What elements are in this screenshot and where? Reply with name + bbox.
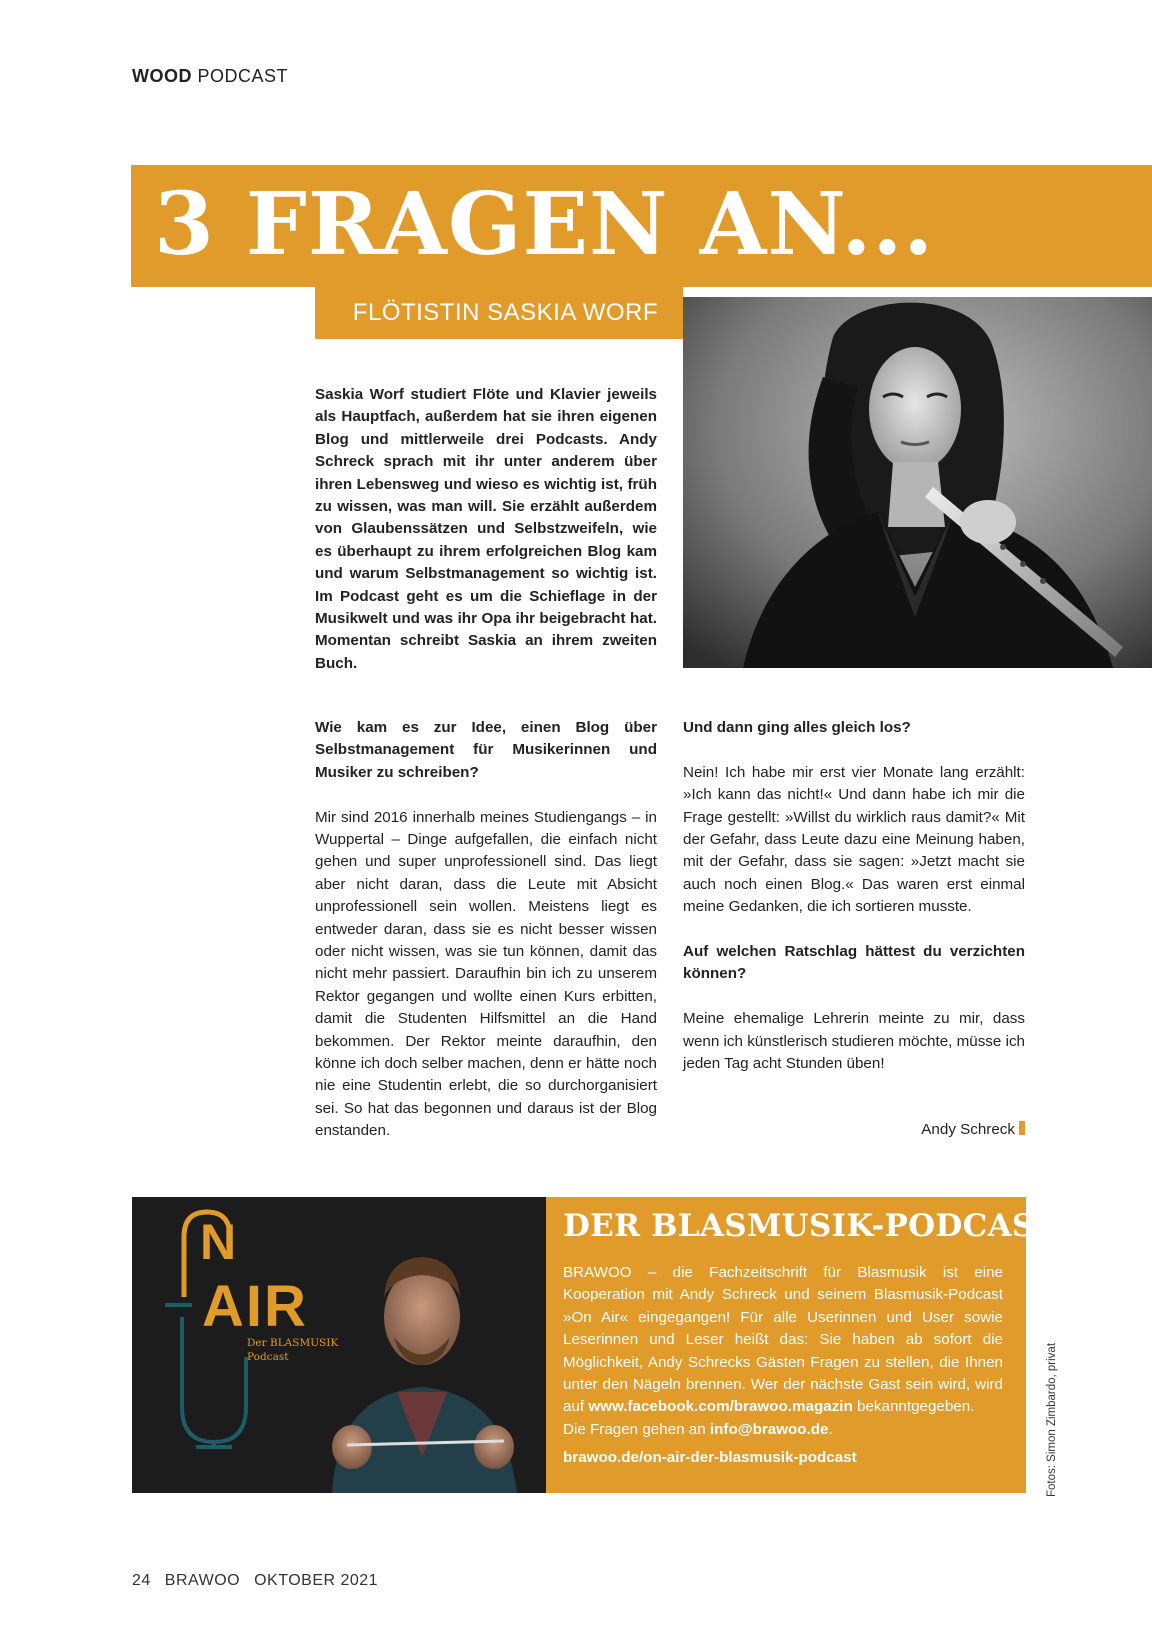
interview-column-left [315,717,657,1143]
question-3: Auf welchen Ratschlag hättest du verzichten können? [683,943,1025,983]
author-name: Andy Schreck [921,1121,1015,1138]
section-header [132,66,288,87]
on-air-logo-sub1: Der BLASMUSIK [247,1337,339,1349]
questions-suffix: . [828,1420,833,1438]
question-1: Wie kam es zur Idee, einen Blog über Selbstmanagement für Musikerinnen und Musiker zu schreiben? [315,719,657,781]
question-2: Und dann ging alles gleich los? [683,719,911,736]
subtitle: FLÖTISTIN SASKIA WORF [352,299,658,326]
facebook-link[interactable]: www.facebook.com/brawoo.magazin [588,1398,853,1416]
questions-prefix: Die Fragen gehen an [563,1420,710,1438]
interview-column-right [683,717,1025,1075]
page-footer [132,1572,392,1590]
podcast-ad-image [132,1197,546,1493]
answer-1: Mir sind 2016 innerhalb meines Studiengangs – in Wuppertal – Dinge aufgefallen, die einfach nicht gehen und super unprofessionell sind. Das liegt aber nicht daran, dass die Leute mit Absicht unprofessionell sein wollen. Meistens liegt es entweder daran, dass sie es nicht besser wissen oder nicht wissen, was sie tun können, damit das nicht mehr passiert. Daraufhin bin ich zu unserem Rektor gegangen und wollte einen Kurs erbitten, damit die Studenten Hilfsmittel an die Hand bekommen. Der Rektor meinte daraufhin, den könne ich doch selber machen, denn er hätte noch nie eine Studentin erlebt, die so durchorganisiert sei. So hat das begonnen und daraus ist der Blog enstanden. [315,808,657,1140]
section-header-bold: WOOD [132,66,192,86]
podcast-ad-body [563,1262,1003,1441]
on-air-logo-sub2: Podcast [247,1351,289,1363]
podcast-url-link[interactable]: brawoo.de/on-air-der-blasmusik-podcast [563,1449,857,1466]
on-air-logo-air: AIR [202,1274,308,1339]
author-signature [683,1121,1025,1138]
intro-paragraph: Saskia Worf studiert Flöte und Klavier jeweils als Hauptfach, außerdem hat sie ihren eigenen Blog und mittlerweile drei Podcasts. Andy Schreck sprach mit ihr unter anderem über ihren Lebensweg und wieso es wichtig ist, früh zu wissen, was man will. Sie erzählt außerdem von Glaubenssätzen und Selbstzweifeln, wie es überhaupt zu ihrem erfolgreichen Blog kam und warum Selbstmanagement so wichtig ist. Im Podcast geht es um die Schieflage in der Musikwelt und was ihr Opa ihr beigebracht hat. Momentan schreibt Saskia an ihrem zweiten Buch. [315,386,657,672]
podcast-ad-text: BRAWOO – die Fachzeitschrift für Blasmusik ist eine Kooperation mit Andy Schreck und seinem Blasmusik-Podcast »On Air« eingegangen! Für alle Userinnen und User sowie Leserinnen und Leser heißt das: Sie haben ab sofort die Möglichkeit, Andy Schrecks Gästen Fragen zu stellen, die Ihnen unter den Nägeln brennen. Wer der nächste Gast sein wird, wird auf [563,1264,1003,1416]
answer-2: Nein! Ich habe mir erst vier Monate lang erzählt: »Ich kann das nicht!« Und dann habe ich mir die Frage gestellt: »Willst du wirklich raus damit?« Mit der Gefahr, dass Leute dazu eine Meinung haben, mit der Gefahr, dass sie sagen: »Jetzt macht sie auch noch einen Blog.« Das waren erst einmal meine Gedanken, die ich sortieren musste. [683,763,1025,916]
on-air-logo-n: N [200,1214,237,1270]
page-number: 24 [132,1572,151,1589]
issue-date: OKTOBER 2021 [254,1572,379,1589]
email-link[interactable]: info@brawoo.de [709,1420,829,1438]
photo-credit: Fotos: Simon Zimbardo, privat [1046,1342,1058,1497]
end-mark-icon [1019,1121,1025,1135]
portrait-photo [683,297,1152,668]
section-header-rest: PODCAST [197,66,289,86]
answer-3: Meine ehemalige Lehrerin meinte zu mir, dass wenn ich künstlerisch studieren möchte, müsse ich jeden Tag acht Stunden üben! [683,1010,1025,1073]
podcast-ad-title: DER BLASMUSIK-PODCAST [563,1208,1058,1244]
magazine-name: BRAWOO [164,1572,241,1589]
facebook-suffix: bekanntgegeben. [852,1398,975,1416]
headline: 3 FRAGEN AN... [154,174,935,275]
